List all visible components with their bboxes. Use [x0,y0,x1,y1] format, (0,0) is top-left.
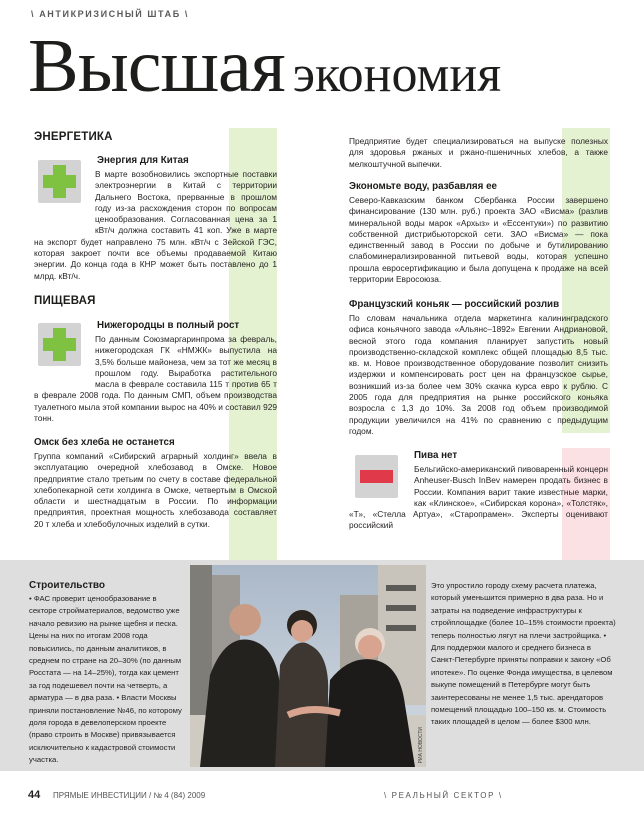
bread-article-continuation: Предприятие будет специализироваться на выпуске полезных для здоровья ржаных и ржано-пшеничных хлебов, а также мелкоштучной выпечки. [349,136,608,169]
energy-article-text [34,169,277,282]
energy-article-title: Энергия для Китая [97,155,189,166]
water-article-text: Северо-Кавказским банком Сбербанка России завершено финансирование (130 млн. руб.) проекта ЗАО «Висма» (разлив минеральной воды марок «Архыз» и «Ессентуки») по развитию собственной дистрибьюторской сети. ЗАО «Висма» — пока единственный завод в России по добыче и бутилированию слабоминерализированной питьевой воды, которая успешно прошла евросертификацию и была допущена к продаже на всей территории Евросоюза. [349,195,608,285]
icon-wrap-space [34,334,95,380]
food-section-title: ПИЩЕВАЯ [34,295,96,307]
section-kicker: \ АНТИКРИЗИСНЫЙ ШТАБ \ [31,9,189,19]
issue-number: / № 4 (84) 2009 [149,791,206,800]
beer-article-text [349,464,608,532]
construction-section-title: Строительство [29,580,106,591]
headline-big: Высшая [28,24,285,108]
photo-credit: РИА НОВОСТИ [418,726,424,763]
page-number: 44 [28,789,41,801]
omsk-article-text: Группа компаний «Сибирский аграрный холдинг» ввела в эксплуатацию очередной хлебозавод в Омске. Новое предприятие стало третьим по счету в составе федеральной хлебопекарной сети холдинга в Омске, четвертым в Омской области и шестнадцатым в России. По информации предприятия, проектная мощность хлебозавода составляет 20 т хлеба и хлебобулочных изделий в сутки. [34,451,277,529]
omsk-article-title: Омск без хлеба не останется [34,437,175,448]
food-article-title: Нижегородцы в полный рост [97,320,240,331]
photo-illustration [190,565,426,767]
food-article-text [34,334,277,424]
footer-section: \ РЕАЛЬНЫЙ СЕКТОР \ [384,791,503,800]
cognac-article-text: По словам начальника отдела маркетинга калининградского офиса коньячного завода «Альянс–1892» Евгении Андриановой, весной этого года компания планирует запустить новый производственно-складской комплекс общей площадью 8,5 тыс. кв. м. Новое производственное оборудование позволит снизить издержки и компенсировать рост цен на французское сырье, возникший из-за более чем 30% скачка курса евро к рублю. С 2005 года для предприятия на рынке российского коньяка возросла с 1,3 до 10%. За 2008 год объем производимой продукции увеличился на 41% по сравнению с предыдущим годом. [349,313,608,436]
footer-magazine [53,791,205,800]
food-article-body: По данным Союзмаргаринпрома за февраль, нижегородская ГК «НМЖК» выпустила на 3,5% больше майонеза, чем за тот же месяц в прошлом году. Выработка растительного масла в феврале составила 115 т против 65 т в феврале 2008 года. По данным СМП, объем производства туалетного мыла этой компании вырос на 40% и составил 929 тонн. [34,334,277,424]
beer-article-body: Бельгийско-американский пивоваренный концерн Anheuser-Busch InBev намерен продать бизнес в России. Компания варит такие известные марки, как «Клинское», «Сибирская корона», «Толстяк», «Т», «Стелла Артуа», «Старопрамен». Эксперты оценивают российский [349,464,608,531]
construction-left-text: • ФАС проверит ценообразование в секторе стройматериалов, ведомство уже начало ревизию на рынке щебня и песка. Цены на них по итогам 2008 года повысились, по данным аналитиков, в среднем по стране на 20–30% (по данным Росстата — на 14–25%), тогда как цемент за год подешевел почти на четверть, а арматура — в два раза. • Власти Москвы приняли постановление №46, по которому доля города в девелоперском проекте (право строить в Москве) привязывается исключительно к кадастровой стоимости участка. [29,594,182,765]
headline-small: экономия [292,46,502,103]
magazine-name: ПРЯМЫЕ ИНВЕСТИЦИИ [53,791,147,800]
page-headline [28,24,502,108]
cognac-article-title: Французский коньяк — российский розлив [349,299,560,310]
icon-wrap-space [349,464,414,498]
icon-wrap-space [34,169,95,228]
energy-section-title: ЭНЕРГЕТИКА [34,131,113,143]
construction-right-text: Это упростило городу схему расчета платежа, который уменьшится примерно в два раза. Но и затраты на подведение инфраструктуры к стройплощадке (более 10–15% стоимости проекта) теперь полностью лягут на плечи застройщика. • Для поддержки малого и среднего бизнеса в Санкт-Петербурге приняты поправки к закону «Об ипотеке». По оценке Фонда имущества, в целевом выкупе помещений в Петербурге могут быть заинтересованы не менее 1,5 тыс. арендаторов помещений площадью 100–150 кв. м. Стоимость таких площадей в целом — более $300 млн. [431,581,616,727]
water-article-title: Экономьте воду, разбавляя ее [349,181,497,192]
beer-article-title: Пива нет [414,450,458,461]
energy-article-body: В марте возобновились экспортные поставки электроэнергии в Китай с территории Дальнего Востока, прерванные в прошлом году из-за расхождения сторон по вопросам ценообразования. Согласованная цена за 1 кВт/ч должна составить 41 коп. Уже в марте на экспорт будет направлено 75 млн. кВт/ч с Зейской ГЭС, которая закроет почти все объемы продаваемой Китаю энергии. До конца года в КНР может быть поставлено до 1 млрд. кВт/ч. [34,169,277,281]
news-photo [190,565,426,767]
